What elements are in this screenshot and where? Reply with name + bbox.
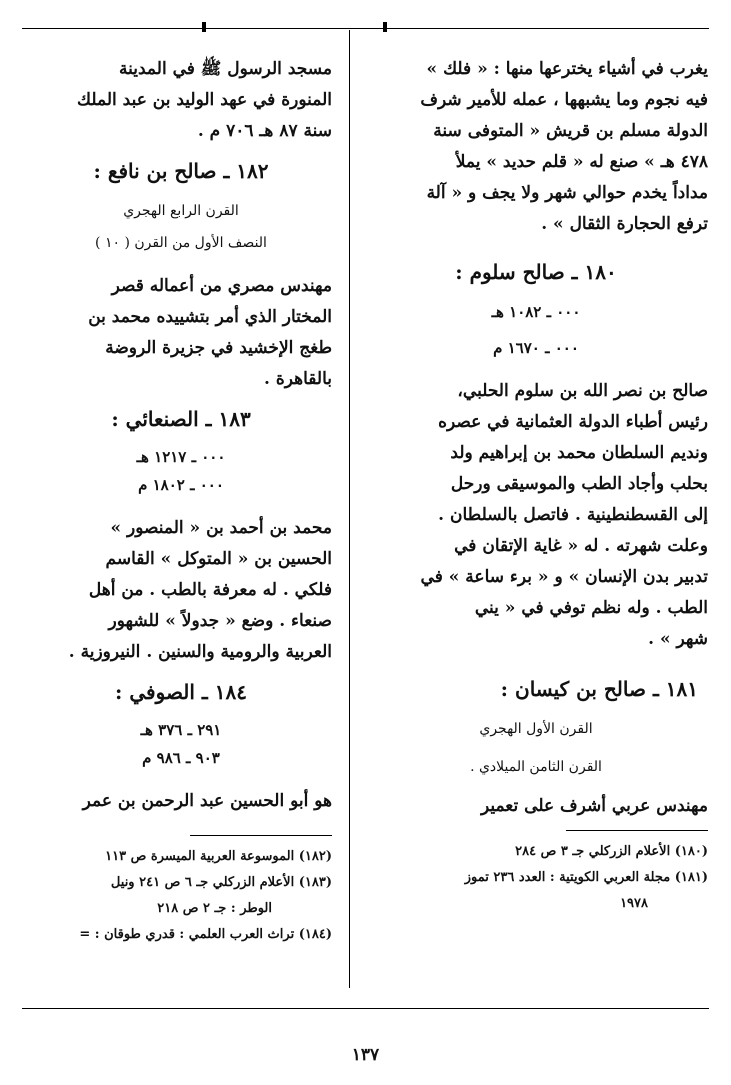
text-line: مهندس مصري من أعماله قصر [111,276,332,296]
entry-heading: ١٨٣ ـ الصنعائي : [111,407,251,431]
text-line: مداداً يخدم حوالي شهر ولا يجف و « آلة [426,183,708,203]
entry-date-hijri: ٢٩١ ـ ٣٧٦ هـ [140,721,222,739]
footnote: (١٨٣) الأعلام الزركلي جـ ٦ ص ٢٤١ ونيل [110,875,332,890]
footnote: (١٨٠) الأعلام الزركلي جـ ٣ ص ٢٨٤ [515,844,708,859]
text-line: طغج الإخشيد في جزيرة الروضة [105,338,332,358]
footnote-continuation: ١٩٧٨ [620,896,648,911]
text-line: بحلب وأجاد الطب والموسيقى ورحل [450,474,708,494]
footnote: (١٨١) مجلة العربي الكويتية : العدد ٢٣٦ تموز [464,870,708,885]
text-line: هو أبو الحسين عبد الرحمن بن عمر [82,791,332,811]
top-rule-tick-right [383,22,387,32]
text-line: شهر » . [648,629,708,649]
text-line: فيه نجوم وما يشبهها ، عمله للأمير شرف [420,90,708,110]
entry-heading: ١٨٠ ـ صالح سلوم : [455,260,617,284]
entry-century: القرن الرابع الهجري [123,203,239,219]
page-number: ١٣٧ [351,1045,380,1065]
right-footnotes [364,839,708,917]
text-line: سنة ٨٧ هـ ٧٠٦ م . [197,121,332,141]
entry-heading: ١٨٤ ـ الصوفي : [115,680,247,704]
left-column [30,54,332,948]
column-divider [349,30,350,988]
text-line: بالقاهرة . [264,369,332,389]
entry-date-gregorian: ٩٠٣ ـ ٩٨٦ م [142,749,220,767]
text-line: تدبير بدن الإنسان » و « برء ساعة » في [420,567,708,587]
entry-180 [364,254,708,655]
footnote: (١٨٢) الموسوعة العربية الميسرة ص ١١٣ [105,849,332,864]
left-footnotes [30,844,332,948]
footnote-rule [190,835,332,836]
text-line: وعلت شهرته . له « غاية الإتقان في [454,536,708,556]
top-rule [22,28,709,29]
right-intro-paragraph [364,54,708,240]
text-line: الطب . وله نظم توفي في « يني [474,598,708,618]
entry-date-hijri: ٠٠٠ ـ ١٠٨٢ هـ [491,303,581,321]
entry-century-gregorian: القرن الثامن الميلادي . [470,759,602,775]
text-line: العربية والرومية والسنين . النيروزية . [68,642,332,662]
text-line: صنعاء . وضع « جدولاً » للشهور [108,611,332,631]
footnote-rule [566,830,708,831]
entry-184 [30,674,332,817]
entry-183 [30,401,332,668]
right-column [364,54,708,917]
entry-heading: ١٨٢ ـ صالح بن نافع : [93,159,269,183]
footnote-continuation: الوطر : جـ ٢ ص ٢١٨ [157,901,272,916]
text-line: الدولة مسلم بن قريش « المتوفى سنة [433,121,708,141]
text-line: محمد بن أحمد بن « المنصور » [110,518,332,538]
entry-182 [30,153,332,395]
text-line: إلى القسطنطينية . فاتصل بالسلطان . [438,505,708,525]
entry-date-gregorian: ٠٠٠ ـ ١٦٧٠ م [493,339,579,357]
entry-181 [364,671,708,822]
text-line: مسجد الرسول ﷺ في المدينة [119,59,332,79]
text-line: المنورة في عهد الوليد بن عبد الملك [77,90,332,110]
footnote: (١٨٤) تراث العرب العلمي : قدري طوقان : = [79,927,332,942]
text-line: فلكي . له معرفة بالطب . من أهل [88,580,332,600]
text-line: رئيس أطباء الدولة العثمانية في عصره [438,412,708,432]
text-line: ٤٧٨ هـ » صنع له « قلم حديد » يملأ [455,152,708,172]
entry-date-gregorian: ٠٠٠ ـ ١٨٠٢ م [138,476,224,494]
bottom-rule [22,1008,709,1009]
entry-date-hijri: ٠٠٠ ـ ١٢١٧ هـ [136,448,226,466]
text-line: المختار الذي أمر بتشييده محمد بن [88,307,332,327]
text-line: يغرب في أشياء يخترعها منها : « فلك » [426,59,708,79]
text-line: ونديم السلطان محمد بن إبراهيم ولد [450,443,708,463]
text-line: صالح بن نصر الله بن سلوم الحلبي، [457,381,708,401]
text-line: الحسين بن « المتوكل » القاسم [105,549,332,569]
entry-half-century: النصف الأول من القرن ( ١٠ ) [95,235,267,251]
text-line: ترفع الحجارة الثقال » . [541,214,708,234]
text-line: مهندس عربي أشرف على تعمير [480,796,708,816]
top-rule-tick-left [202,22,206,32]
entry-heading: ١٨١ ـ صالح بن كيسان : [500,677,698,701]
entry-century-hijri: القرن الأول الهجري [479,721,593,737]
left-intro-paragraph [30,54,332,147]
